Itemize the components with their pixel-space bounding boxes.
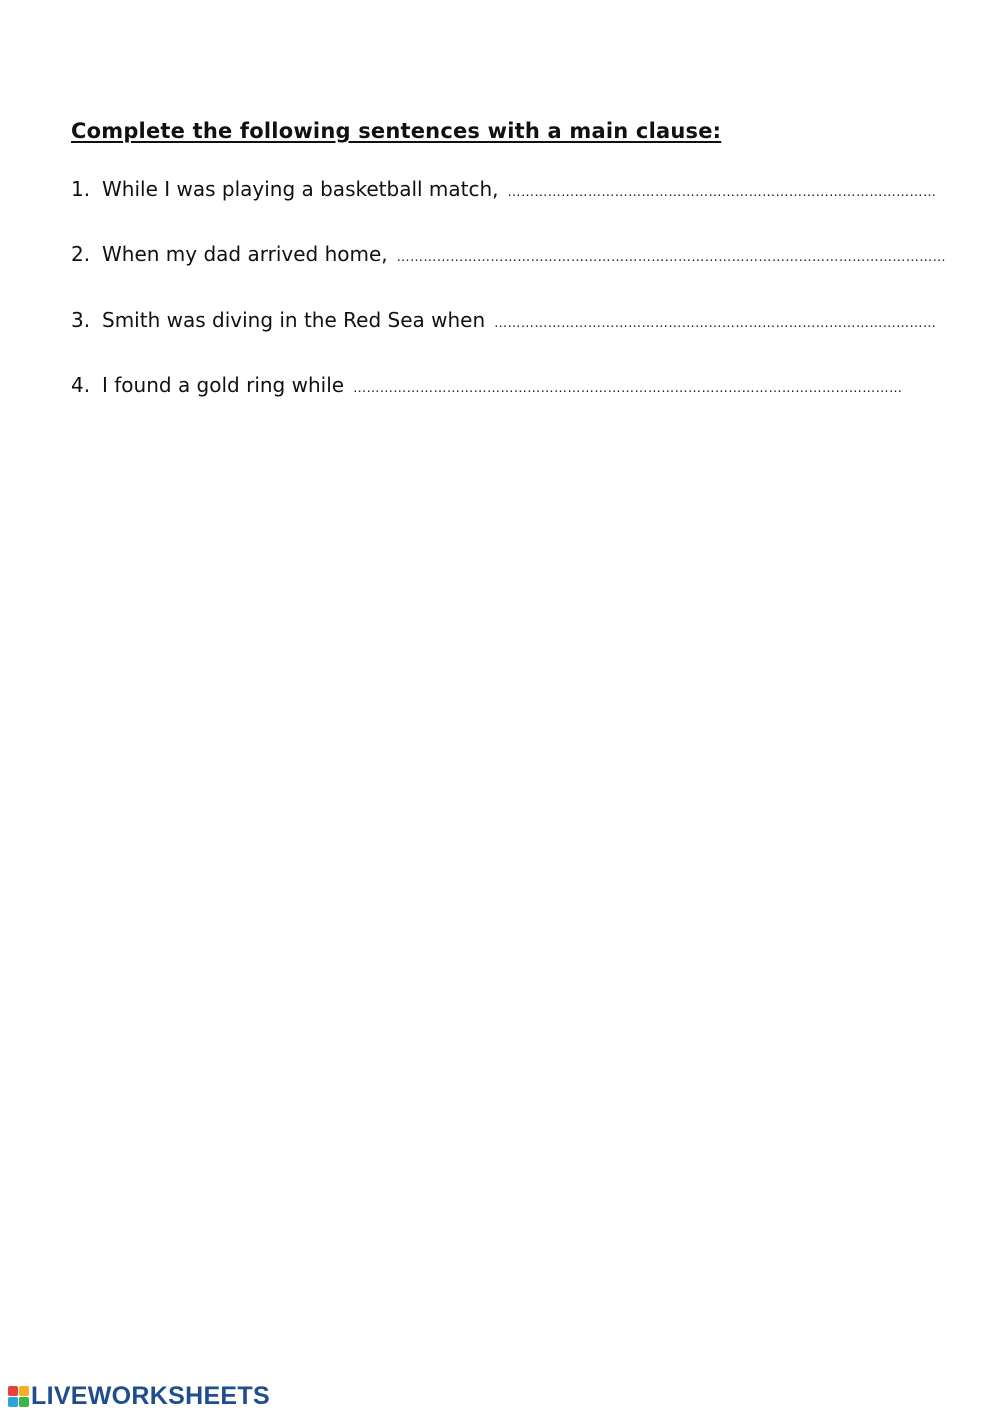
sentence-number: 4. — [71, 373, 91, 397]
sentence-text: When my dad arrived home, — [102, 242, 388, 266]
brand-name: LIVEWORKSHEETS — [31, 1381, 270, 1410]
logo-square — [19, 1386, 29, 1396]
sentence-number: 2. — [71, 242, 91, 266]
logo-square — [8, 1386, 18, 1396]
sentence-item — [71, 373, 903, 403]
sentence-item — [71, 308, 937, 338]
answer-blank[interactable]: …………………………………………………………………………………………………………… — [353, 381, 903, 396]
sentence-text: I found a gold ring while — [102, 373, 345, 397]
sentence-number: 3. — [71, 308, 91, 332]
logo-square — [19, 1397, 29, 1407]
sentence-text: While I was playing a basketball match, — [102, 177, 499, 201]
sentence-text: Smith was diving in the Red Sea when — [102, 308, 486, 332]
answer-blank[interactable]: ……………………………………………………………………………………… — [494, 316, 937, 331]
answer-blank[interactable]: …………………………………………………………………………………………………………… — [396, 250, 947, 265]
sentence-number: 1. — [71, 177, 91, 201]
sentence-item — [71, 177, 937, 207]
answer-blank[interactable]: …………………………………………………………………………………… — [507, 185, 937, 200]
logo-square — [8, 1397, 18, 1407]
sentence-item — [71, 242, 947, 272]
instruction-heading: Complete the following sentences with a main clause: — [71, 119, 722, 143]
liveworksheets-logo — [8, 1383, 270, 1409]
liveworksheets-logo-icon — [8, 1386, 29, 1407]
